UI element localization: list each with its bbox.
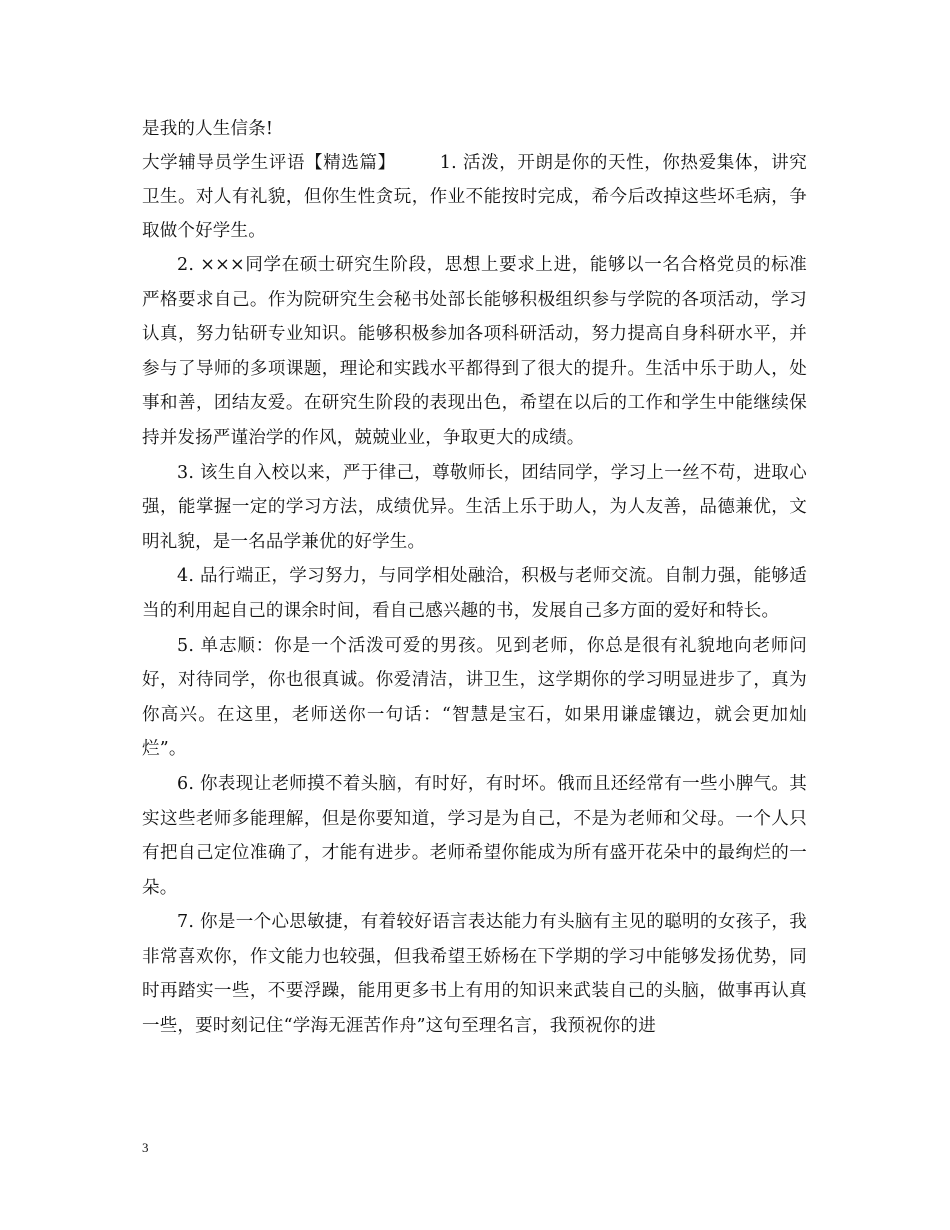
comment-7: 7. 你是一个心思敏捷，有着较好语言表达能力有头脑有主见的聪明的女孩子，我非常喜欢你，作文能力也较强，但我希望王娇杨在下学期的学习中能够发扬优势，同时再踏实一些，不要浮躁，能用更多书上有用的知识来武装自己的头脑，做事再认真一些，要时刻记住“学海无涯苦作舟”这句至理名言，我预祝你的进	[142, 912, 807, 1037]
comment-1: 1. 活泼，开朗是你的天性，你热爱集体，讲究卫生。对人有礼貌，但你生性贪玩，作业不能按时完成，希今后改掉这些坏毛病，争取做个好学生。	[142, 153, 807, 241]
comment-4: 4. 品行端正，学习努力，与同学相处融洽，积极与老师交流。自制力强，能够适当的利用起自己的课余时间，看自己感兴趣的书，发展自己多方面的爱好和特长。	[142, 566, 807, 621]
page-number: 3	[142, 1140, 149, 1155]
comment-6: 6. 你表现让老师摸不着头脑，有时好，有时坏。俄而且还经常有一些小脾气。其实这些老师多能理解，但是你要知道，学习是为自己，不是为老师和父母。一个人只有把自己定位准确了，才能有进步。老师希望你能成为所有盛开花朵中的最绚烂的一朵。	[142, 773, 807, 898]
document-body	[142, 113, 807, 1044]
continued-text-line: 是我的人生信条!	[142, 119, 274, 139]
comment-3: 3. 该生自入校以来，严于律己，尊敬师长，团结同学，学习上一丝不苟，进取心强，能掌握一定的学习方法，成绩优异。生活上乐于助人，为人友善，品德兼优，文明礼貌，是一名品学兼优的好学生。	[142, 462, 807, 552]
comment-2: 2. ×××同学在硕士研究生阶段，思想上要求上进，能够以一名合格党员的标准严格要求自己。作为院研究生会秘书处部长能够积极组织参与学院的各项活动，学习认真，努力钻研专业知识。能够积极参加各项科研活动，努力提高自身科研水平，并参与了导师的多项课题，理论和实践水平都得到了很大的提升。生活中乐于助人，处事和善，团结友爱。在研究生阶段的表现出色，希望在以后的工作和学生中能继续保持并发扬严谨治学的作风，兢兢业业，争取更大的成绩。	[142, 255, 807, 448]
section-heading: 大学辅导员学生评语【精选篇】	[142, 153, 396, 173]
section-with-first-comment	[142, 146, 807, 248]
comment-5: 5. 单志顺：你是一个活泼可爱的男孩。见到老师，你总是很有礼貌地向老师问好，对待同学，你也很真诚。你爱清洁，讲卫生，这学期你的学习明显进步了，真为你高兴。在这里，老师送你一句话：“智慧是宝石，如果用谦虚镶边，就会更加灿烂”。	[142, 635, 807, 760]
